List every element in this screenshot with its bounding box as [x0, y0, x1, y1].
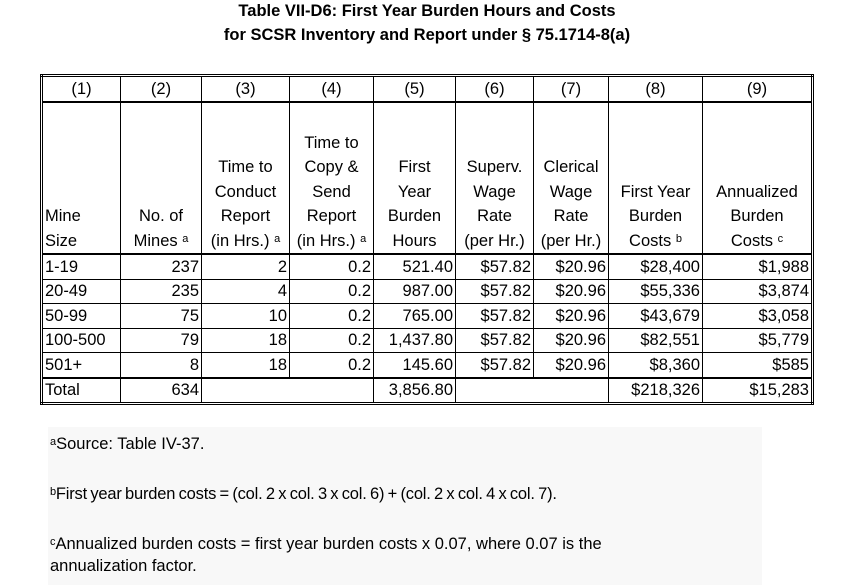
column-number: (1) [42, 76, 121, 103]
footnote-marker: b [675, 232, 682, 245]
mine-size-cell: 1-19 [42, 254, 121, 279]
total-row [42, 378, 813, 404]
footnote-a: $^a$Source: Table IV-37. [50, 435, 205, 453]
footnote-b: $^b$First year burden costs = (col. 2 x col. 3 x col. 6) + (col. 2 x col. 4 x col. 7). [50, 485, 557, 503]
column-number: (7) [534, 76, 609, 103]
header-superv-wage-rate: Superv. Wage Rate (per Hr.) [456, 102, 534, 254]
annualized-costs-cell: $585 [703, 353, 813, 378]
empty-cell [202, 378, 374, 404]
column-number: (5) [374, 76, 456, 103]
column-number-row [42, 76, 813, 103]
column-number: (8) [609, 76, 703, 103]
header-mine-size: Mine Size [42, 102, 121, 254]
footnote-marker: b [50, 486, 56, 498]
first-year-costs-cell: $8,360 [609, 353, 703, 378]
conduct-hours-cell: 10 [202, 304, 290, 329]
header-time-to-copy-send-report: Time to Copy & Send Report (in Hrs.) $^a$ [290, 102, 374, 254]
header-clerical-wage-rate: Clerical Wage Rate (per Hr.) [534, 102, 609, 254]
superv-rate-cell: $57.82 [456, 254, 534, 279]
conduct-hours-cell: 2 [202, 254, 290, 279]
header-no-of-mines: No. of Mines $^a$ [121, 102, 202, 254]
mine-size-cell: 50-99 [42, 304, 121, 329]
column-number: (2) [121, 76, 202, 103]
first-year-costs-cell: $55,336 [609, 279, 703, 304]
conduct-hours-cell: 18 [202, 353, 290, 378]
footnote-marker: a [50, 436, 57, 448]
table-title-line-2: for SCSR Inventory and Report under § 75.1714-8(a) [223, 26, 631, 44]
conduct-hours-cell: 4 [202, 279, 290, 304]
copy-send-hours-cell: 0.2 [290, 328, 374, 353]
empty-cell [456, 378, 609, 404]
table-row [42, 353, 813, 378]
column-header-row [42, 102, 813, 254]
annualized-costs-cell: $3,874 [703, 279, 813, 304]
mines-cell: 79 [121, 328, 202, 353]
burden-hours-cell: 987.00 [374, 279, 456, 304]
table-row [42, 328, 813, 353]
copy-send-hours-cell: 0.2 [290, 353, 374, 378]
annualized-costs-cell: $5,779 [703, 328, 813, 353]
conduct-hours-cell: 18 [202, 328, 290, 353]
footnote-marker: c [777, 232, 784, 245]
mines-cell: 75 [121, 304, 202, 329]
total-first-year-costs-cell: $218,326 [609, 378, 703, 404]
footnote-marker: a [182, 232, 189, 245]
clerical-rate-cell: $20.96 [534, 304, 609, 329]
mine-size-cell: 20-49 [42, 279, 121, 304]
total-label: Total [42, 378, 121, 404]
table-title-line-1: Table VII-D6: First Year Burden Hours and Costs [238, 2, 616, 20]
clerical-rate-cell: $20.96 [534, 254, 609, 279]
table-row [42, 254, 813, 279]
burden-hours-cell: 145.60 [374, 353, 456, 378]
footnotes [48, 427, 762, 585]
header-annualized-burden-costs: Annualized Burden Costs $^c$ [703, 102, 813, 254]
superv-rate-cell: $57.82 [456, 304, 534, 329]
mine-size-cell: 501+ [42, 353, 121, 378]
header-time-to-conduct-report: Time to Conduct Report (in Hrs.) $^a$ [202, 102, 290, 254]
footnote-marker: c [50, 536, 56, 548]
copy-send-hours-cell: 0.2 [290, 304, 374, 329]
mines-cell: 8 [121, 353, 202, 378]
clerical-rate-cell: $20.96 [534, 279, 609, 304]
table-row [42, 279, 813, 304]
annualized-costs-cell: $3,058 [703, 304, 813, 329]
total-annualized-costs-cell: $15,283 [703, 378, 813, 404]
mine-size-cell: 100-500 [42, 328, 121, 353]
first-year-costs-cell: $43,679 [609, 304, 703, 329]
total-mines-cell: 634 [121, 378, 202, 404]
copy-send-hours-cell: 0.2 [290, 254, 374, 279]
footnote-c: $^c$Annualized burden costs = first year burden costs x 0.07, where 0.07 is the annualization factor. [50, 535, 602, 575]
mines-cell: 237 [121, 254, 202, 279]
first-year-costs-cell: $28,400 [609, 254, 703, 279]
footnote-marker: a [360, 232, 367, 245]
burden-hours-cell: 521.40 [374, 254, 456, 279]
superv-rate-cell: $57.82 [456, 353, 534, 378]
column-number: (6) [456, 76, 534, 103]
clerical-rate-cell: $20.96 [534, 328, 609, 353]
column-number: (9) [703, 76, 813, 103]
table-row [42, 304, 813, 329]
annualized-costs-cell: $1,988 [703, 254, 813, 279]
header-first-year-burden-hours: First Year Burden Hours [374, 102, 456, 254]
total-hours-cell: 3,856.80 [374, 378, 456, 404]
clerical-rate-cell: $20.96 [534, 353, 609, 378]
column-number: (4) [290, 76, 374, 103]
copy-send-hours-cell: 0.2 [290, 279, 374, 304]
superv-rate-cell: $57.82 [456, 328, 534, 353]
mines-cell: 235 [121, 279, 202, 304]
footnote-marker: a [274, 232, 281, 245]
burden-hours-cell: 765.00 [374, 304, 456, 329]
header-first-year-burden-costs: First Year Burden Costs $^b$ [609, 102, 703, 254]
superv-rate-cell: $57.82 [456, 279, 534, 304]
column-number: (3) [202, 76, 290, 103]
burden-table [40, 74, 814, 405]
burden-hours-cell: 1,437.80 [374, 328, 456, 353]
first-year-costs-cell: $82,551 [609, 328, 703, 353]
